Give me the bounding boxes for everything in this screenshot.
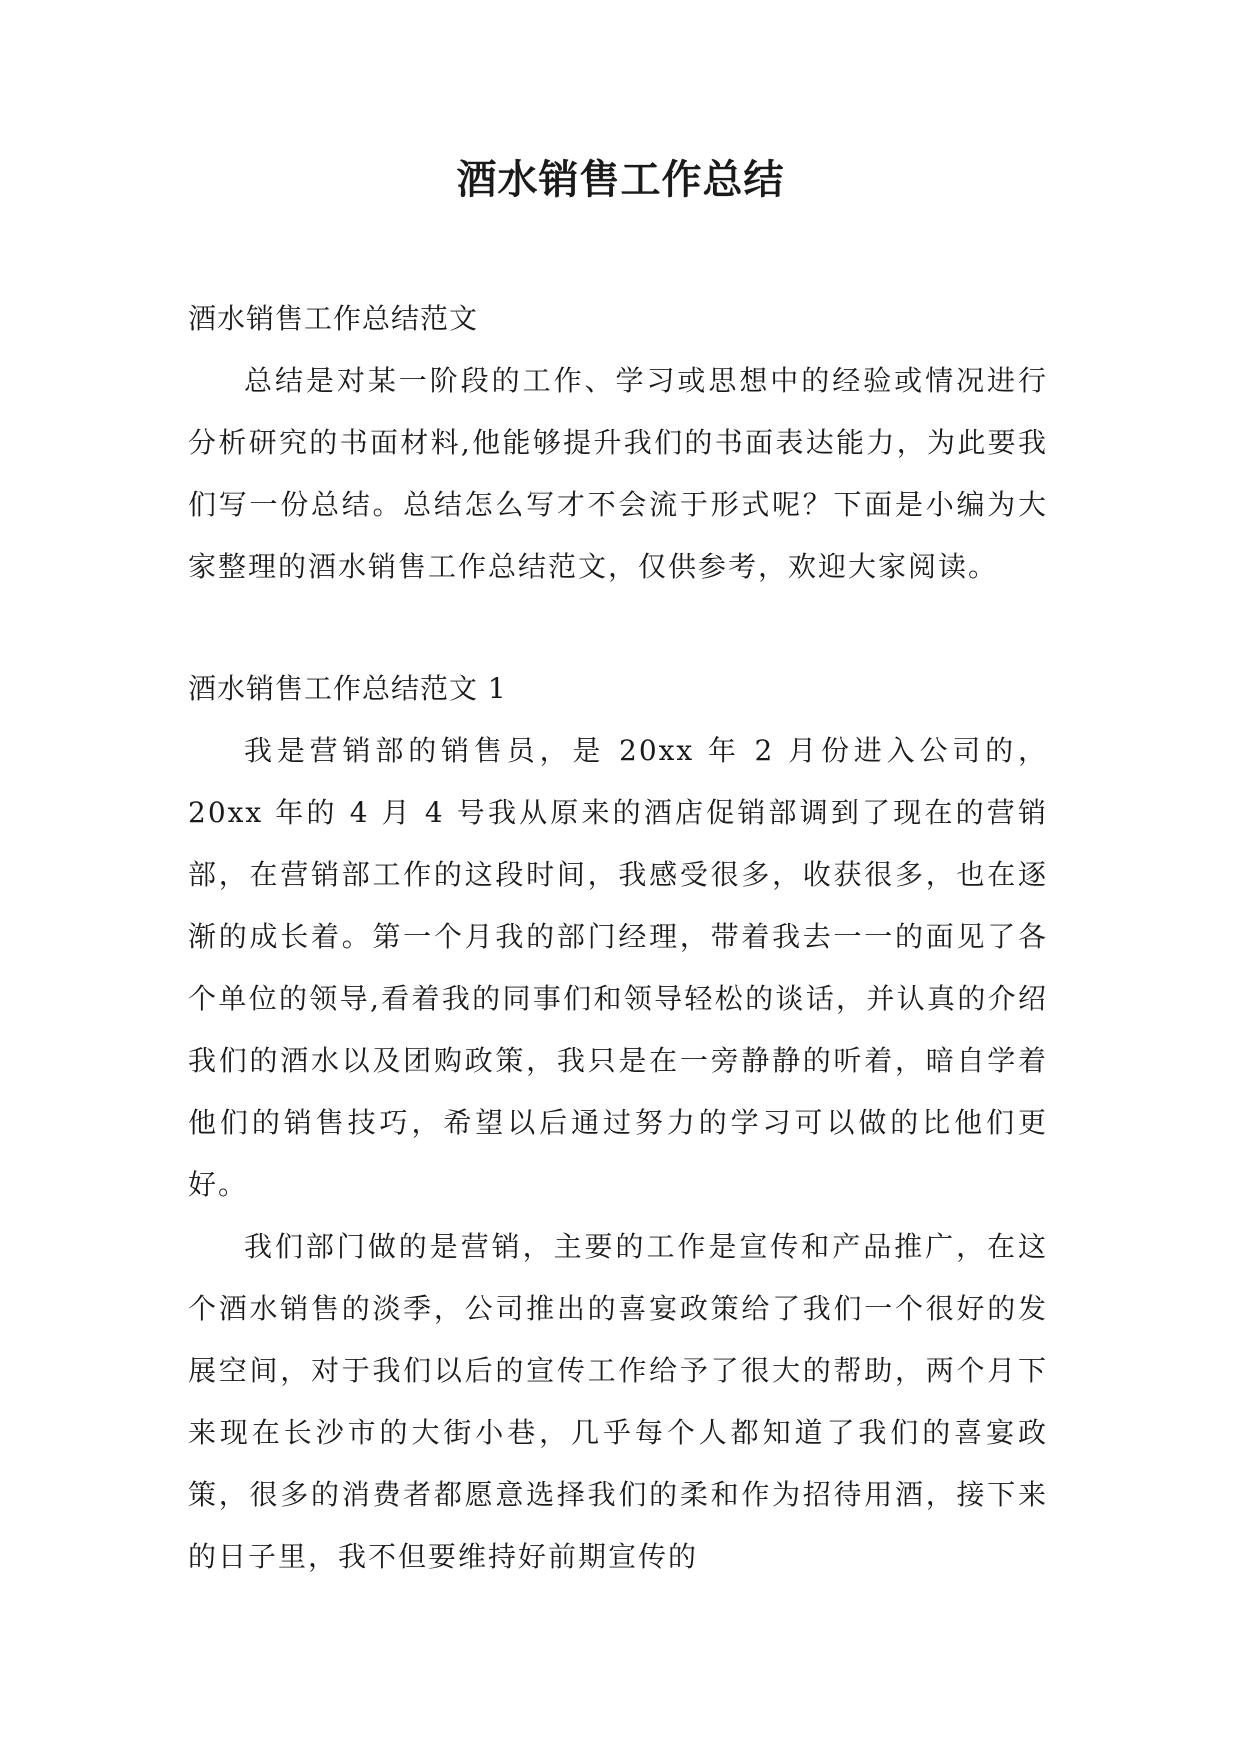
document-title: 酒水销售工作总结 xyxy=(456,156,785,203)
body-paragraph-2: 我们部门做的是营销，主要的工作是宣传和产品推广，在这个酒水销售的淡季，公司推出的喜宴政策给了我们一个很好的发展空间，对于我们以后的宣传工作给予了很大的帮助，两个月下来现在长沙市的大街小巷，几乎每个人都知道了我们的喜宴政策，很多的消费者都愿意选择我们的柔和作为招待用酒，接下来的日子里，我不但要维持好前期宣传的 xyxy=(188,1230,1048,1573)
sample-heading: 酒水销售工作总结范文 1 xyxy=(188,672,507,705)
intro-paragraph: 总结是对某一阶段的工作、学习或思想中的经验或情况进行分析研究的书面材料,他能够提升我们的书面表达能力，为此要我们写一份总结。总结怎么写才不会流于形式呢？下面是小编为大家整理的酒水销售工作总结范文，仅供参考，欢迎大家阅读。 xyxy=(188,364,1048,583)
section-heading: 酒水销售工作总结范文 xyxy=(188,302,479,335)
document-body xyxy=(188,288,1048,1588)
body-paragraph-1: 我是营销部的销售员，是 20xx 年 2 月份进入公司的，20xx 年的 4 月 4 号我从原来的酒店促销部调到了现在的营销部，在营销部工作的这段时间，我感受很多，收获很多，也在逐渐的成长着。第一个月我的部门经理，带着我去一一的面见了各个单位的领导,看着我的同事们和领导轻松的谈话，并认真的介绍我们的酒水以及团购政策，我只是在一旁静静的听着，暗自学着他们的销售技巧，希望以后通过努力的学习可以做的比他们更好。 xyxy=(188,734,1048,1201)
paragraph-gap xyxy=(188,598,1048,658)
